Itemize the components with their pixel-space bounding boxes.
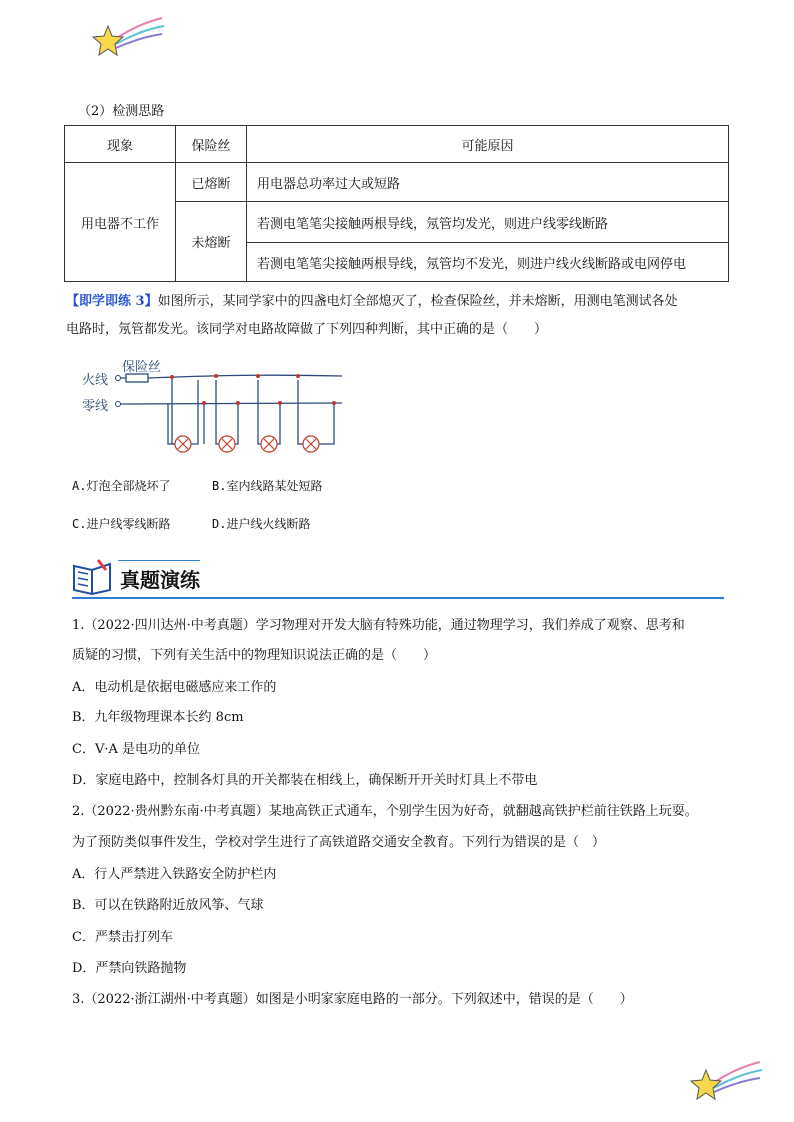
table-cell-phenomenon: 用电器不工作 bbox=[65, 163, 176, 282]
question-3-line1: 3.（2022·浙江湖州·中考真题）如图是小明家家庭电路的一部分。下列叙述中，错误的是（ ） bbox=[72, 992, 633, 1007]
live-wire-label: 火线 bbox=[82, 373, 109, 388]
question-2-option-c: C．严禁击打列车 bbox=[72, 930, 173, 945]
practice-text-line1: 如图所示，某同学家中的四盏电灯全部熄灭了，检查保险丝，并未熔断，用测电笔测试各处 bbox=[157, 294, 678, 309]
shooting-star-icon bbox=[684, 1058, 764, 1108]
question-2-line2: 为了预防类似事件发生，学校对学生进行了高铁道路交通安全教育。下列行为错误的是（ ） bbox=[72, 835, 606, 850]
practice-question bbox=[66, 292, 678, 312]
table-header: 可能原因 bbox=[247, 126, 729, 163]
table-header: 保险丝 bbox=[176, 126, 247, 163]
question-1-option-c: C．V·A 是电功的单位 bbox=[72, 742, 200, 757]
practice-option-c: C.进户线零线断路 bbox=[72, 517, 171, 531]
question-1-option-a: A．电动机是依据电磁感应来工作的 bbox=[72, 680, 277, 695]
table-header: 现象 bbox=[65, 126, 176, 163]
neutral-wire-label: 零线 bbox=[82, 399, 109, 414]
question-1-option-b: B．九年级物理课本长约 8cm bbox=[72, 710, 244, 725]
table-cell-reason: 若测电笔笔尖接触两根导线，氖管均不发光，则进户线火线断路或电网停电 bbox=[247, 243, 729, 282]
table-cell-reason: 用电器总功率过大或短路 bbox=[247, 163, 729, 202]
question-1-line2: 质疑的习惯，下列有关生活中的物理知识说法正确的是（ ） bbox=[72, 648, 437, 663]
shooting-star-icon bbox=[86, 14, 166, 64]
practice-option-b: B.室内线路某处短路 bbox=[212, 479, 323, 493]
question-2-line1: 2.（2022·贵州黔东南·中考真题）某地高铁正式通车，个别学生因为好奇，就翻越高铁护栏前往铁路上玩耍。 bbox=[72, 804, 698, 819]
question-2-option-d: D．严禁向铁路抛物 bbox=[72, 961, 187, 976]
practice-option-d: D.进户线火线断路 bbox=[212, 517, 311, 531]
practice-tag: 【即学即练 3】 bbox=[66, 294, 158, 309]
table-cell-fuse-blown: 已熔断 bbox=[176, 163, 247, 202]
table-row bbox=[65, 163, 729, 202]
practice-text-line2: 电路时，氖管都发光。该同学对电路故障做了下列四种判断，其中正确的是（ ） bbox=[66, 322, 548, 337]
fuse-label: 保险丝 bbox=[122, 360, 162, 375]
section-banner-title: 真题演练 bbox=[120, 568, 200, 592]
book-icon bbox=[70, 556, 116, 596]
detection-table bbox=[64, 125, 729, 282]
banner-accent-line bbox=[118, 560, 200, 561]
practice-option-a: A.灯泡全部烧坏了 bbox=[72, 479, 171, 493]
table-cell-reason: 若测电笔笔尖接触两根导线，氖管均发光，则进户线零线断路 bbox=[247, 202, 729, 243]
table-cell-fuse-intact: 未熔断 bbox=[176, 202, 247, 282]
table-header-row bbox=[65, 126, 729, 163]
question-1-line1: 1.（2022·四川达州·中考真题）学习物理对开发大脑有特殊功能，通过物理学习，我们养成了观察、思考和 bbox=[72, 618, 685, 633]
question-1-option-d: D．家庭电路中，控制各灯具的开关都装在相线上，确保断开开关时灯具上不带电 bbox=[72, 773, 538, 788]
circuit-diagram bbox=[80, 360, 350, 460]
section-heading: （2）检测思路 bbox=[78, 104, 165, 119]
question-2-option-a: A．行人严禁进入铁路安全防护栏内 bbox=[72, 867, 277, 882]
banner-divider bbox=[72, 597, 724, 599]
question-2-option-b: B．可以在铁路附近放风筝、气球 bbox=[72, 898, 264, 913]
